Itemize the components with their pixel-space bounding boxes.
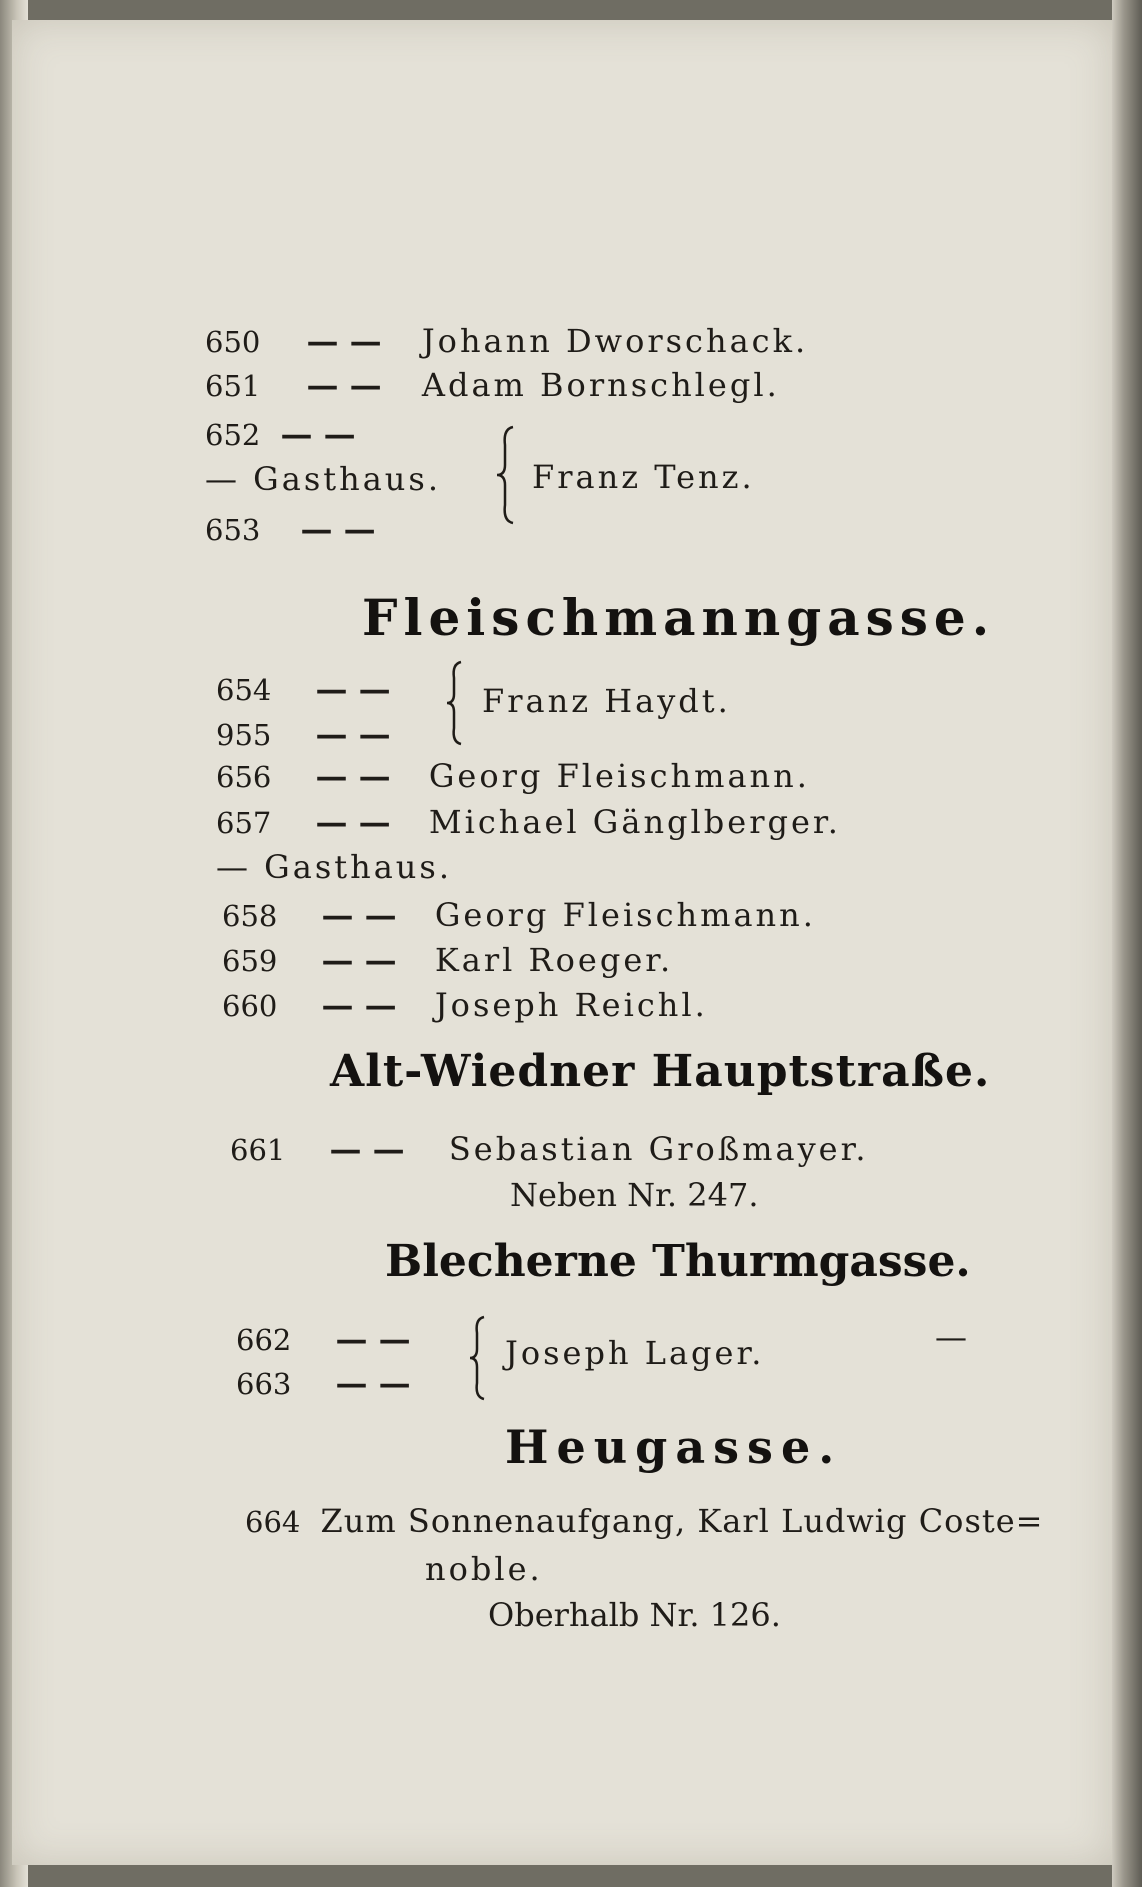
dashes: — — xyxy=(306,322,382,360)
dashes: — — xyxy=(321,941,397,979)
entry-662 xyxy=(236,1320,411,1358)
dashes: — — xyxy=(335,1364,411,1402)
house-number: 661 xyxy=(230,1133,286,1167)
owner-name: Joseph Reichl. xyxy=(434,986,708,1024)
house-number: 651 xyxy=(205,369,261,403)
dashes: — — xyxy=(300,510,376,548)
entry-659 xyxy=(222,941,673,979)
house-number: 650 xyxy=(205,325,261,359)
dashes: — — xyxy=(315,670,391,708)
house-number: 660 xyxy=(222,989,278,1023)
street-heading: Heugasse. xyxy=(505,1420,843,1474)
entry-660 xyxy=(222,986,708,1024)
entry-652 xyxy=(205,415,356,453)
entry-664 xyxy=(245,1502,1043,1540)
entry-continuation: noble. xyxy=(425,1550,543,1588)
brace-icon xyxy=(495,425,519,525)
entry-663 xyxy=(236,1364,411,1402)
house-number: 658 xyxy=(222,899,278,933)
house-number: 652 xyxy=(205,418,261,452)
entry-654 xyxy=(216,670,391,708)
owner-name: Michael Gänglberger. xyxy=(428,803,841,841)
gasthaus-label: — Gasthaus. xyxy=(205,460,441,498)
brace-owner-name: Franz Haydt. xyxy=(482,682,731,720)
house-number: 656 xyxy=(216,760,272,794)
house-number: 657 xyxy=(216,806,272,840)
house-number: 653 xyxy=(205,513,261,547)
dashes: — — xyxy=(315,715,391,753)
entry-658 xyxy=(222,896,816,934)
entry-657 xyxy=(216,803,841,841)
dashes: — — xyxy=(280,415,356,453)
brace-owner-name: Franz Tenz. xyxy=(532,458,755,496)
owner-name: Johann Dworschack. xyxy=(421,322,809,360)
owner-name: Adam Bornschlegl. xyxy=(421,366,780,404)
street-heading: Fleischmanngasse. xyxy=(362,588,996,647)
entry-656 xyxy=(216,757,810,795)
entry-661 xyxy=(230,1130,869,1168)
dashes: — — xyxy=(315,757,391,795)
dashes: — — xyxy=(321,896,397,934)
dashes: — — xyxy=(315,803,391,841)
owner-name: Georg Fleischmann. xyxy=(428,757,810,795)
house-number: 659 xyxy=(222,944,278,978)
dashes: — — xyxy=(329,1130,405,1168)
house-number: 664 xyxy=(245,1505,301,1539)
house-number: 654 xyxy=(216,673,272,707)
house-number: 955 xyxy=(216,718,272,752)
entry-note: Neben Nr. 247. xyxy=(510,1176,759,1214)
dashes: — — xyxy=(306,366,382,404)
house-number: 662 xyxy=(236,1323,292,1357)
entry-955 xyxy=(216,715,391,753)
entry-note: Oberhalb Nr. 126. xyxy=(488,1596,781,1634)
house-number: 663 xyxy=(236,1367,292,1401)
owner-name: Sebastian Großmayer. xyxy=(448,1130,869,1168)
owner-name: Karl Roeger. xyxy=(434,941,674,979)
dashes: — — xyxy=(321,986,397,1024)
gasthaus-label: — Gasthaus. xyxy=(216,848,452,886)
stray-dash: — xyxy=(935,1318,967,1356)
brace-owner-name: Joseph Lager. xyxy=(505,1334,765,1372)
dashes: — — xyxy=(335,1320,411,1358)
entry-653 xyxy=(205,510,376,548)
brace-icon xyxy=(445,660,467,746)
page-edge-right xyxy=(1112,0,1142,1887)
entry-650 xyxy=(205,322,808,360)
street-heading: Alt-Wiedner Hauptstraße. xyxy=(330,1046,991,1097)
entry-651 xyxy=(205,366,780,404)
street-heading: Blecherne Thurmgasse. xyxy=(385,1236,971,1287)
owner-name: Georg Fleischmann. xyxy=(434,896,816,934)
brace-icon xyxy=(468,1315,490,1401)
entry-text: Zum Sonnenaufgang, Karl Ludwig Coste= xyxy=(320,1502,1044,1540)
